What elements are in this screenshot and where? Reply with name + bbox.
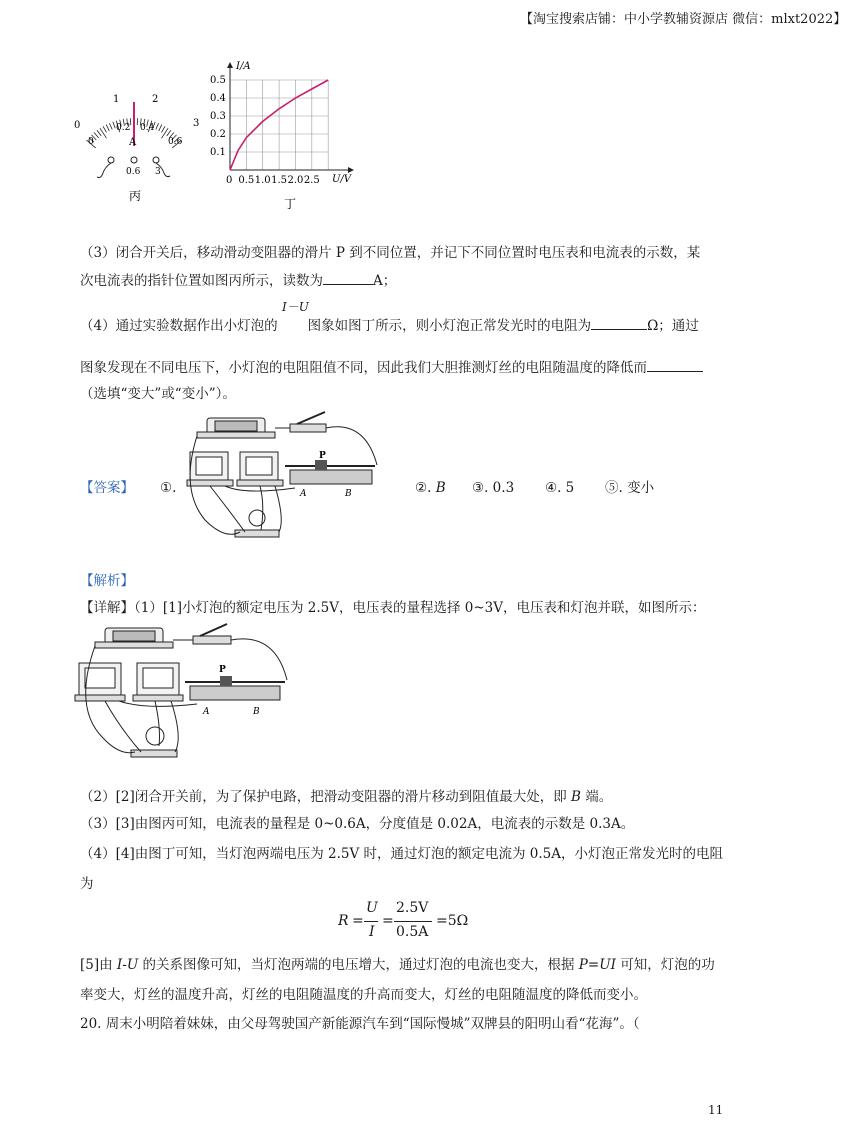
wire-curl (97, 163, 111, 178)
q4-line1: （4）通过实验数据作出小灯泡的 图象如图丁所示，则小灯泡正常发光时的电阻为 Ω；通过 (80, 315, 699, 336)
answer-blank (323, 270, 373, 285)
ammeter-tick (103, 126, 107, 132)
detail-line4b: 为 (80, 876, 94, 892)
x-axis-label: U/V (332, 174, 352, 185)
ammeter-bottom-label: 0 (88, 137, 94, 147)
ammeter-tick (97, 130, 101, 136)
detail-line3: （3）[3]由图丙可知，电流表的量程是 0~0.6A，分度值是 0.02A，电流表的示数是 0.3A。 (80, 816, 635, 832)
svg-text:B: B (345, 489, 352, 499)
answer-2: ②. B (415, 480, 446, 496)
resistance-equation: R = U I = 2.5V 0.5A =5Ω (338, 900, 469, 940)
circuit-diagram-answer (185, 410, 395, 548)
detail-line4: （4）[4]由图丁可知，当灯泡两端电压为 2.5V 时，通过灯泡的额定电流为 0.5A，小灯泡正常发光时的电阻 (80, 846, 724, 862)
ammeter-tick (156, 123, 159, 129)
terminal-label: 0.6 (126, 167, 141, 177)
ammeter-tick (106, 125, 109, 131)
ammeter-tick (113, 122, 115, 129)
detail-line6: 率变大，灯丝的温度升高，灯丝的电阻随温度的升高而变大，灯丝的电阻随温度的降低而变小。 (80, 987, 647, 1003)
x-tick-label: 0.5 (238, 175, 255, 186)
ammeter-top-label: 3 (193, 118, 200, 129)
iu-formula: I－U (282, 300, 309, 314)
x-tick-label: 1.0 (254, 175, 271, 186)
answer-blank (591, 315, 647, 330)
answer-4: ④. 5 (545, 480, 575, 496)
ammeter-bottom-label: 0.6 (168, 137, 183, 147)
x-axis-arrow (348, 167, 354, 173)
y-tick-label: 0.1 (210, 147, 226, 158)
ammeter-top-label: 1 (113, 94, 120, 105)
y-tick-label: 0.3 (210, 111, 226, 122)
svg-text:B: B (253, 707, 260, 717)
answer-5: ⑤. 变小 (605, 480, 655, 496)
answer-3: ③. 0.3 (472, 480, 515, 496)
q4-line2: 图象发现在不同电压下，小灯泡的电阻阻值不同，因此我们大胆推测灯丝的电阻随温度的降低而 (80, 357, 703, 378)
origin-label: 0 (226, 175, 233, 186)
x-tick-label: 2.5 (303, 175, 320, 186)
terminal-0.6 (131, 157, 137, 163)
figure-caption-ding: 丁 (284, 197, 297, 211)
svg-text:P: P (319, 451, 326, 461)
ammeter-bottom-label: 0.4 (140, 123, 155, 133)
ammeter-tick (167, 130, 171, 136)
ammeter-top-label: 0 (74, 120, 81, 131)
detail-line5: [5]由 I-U 的关系图像可知，当灯泡两端的电压增大，通过灯泡的电流也变大，根据 P=UI 可知，灯泡的功 (80, 957, 715, 973)
terminal-minus (108, 157, 114, 163)
terminal-label: 3 (155, 167, 161, 177)
ammeter-tick (159, 125, 162, 131)
detail-line2: （2）[2]闭合开关前，为了保护电路，把滑动变阻器的滑片移动到阻值最大处，即 B 端。 (80, 789, 613, 805)
detail-line1: 【详解】（1）[1]小灯泡的额定电压为 2.5V，电压表的量程选择 0~3V，电压表和灯泡并联，如图所示： (80, 600, 706, 616)
x-tick-label: 2.0 (287, 175, 304, 186)
y-tick-label: 0.2 (210, 129, 226, 140)
q3-line2: 次电流表的指针位置如图丙所示，读数为 A； (80, 270, 396, 291)
ammeter-tick (100, 128, 107, 138)
ammeter-tick (94, 133, 99, 138)
y-axis-label: I/A (236, 61, 251, 72)
ammeter-tick (162, 126, 166, 132)
q3-line1: （3）闭合开关后，移动滑动变阻器的滑片 P 到不同位置，并记下不同位置时电压表和电流表的示数，某 (80, 245, 701, 261)
chart-grid (230, 80, 328, 170)
detail-label: 【详解】 (80, 600, 134, 616)
ammeter-figure (60, 88, 220, 213)
answer-label: 【答案】 (80, 480, 134, 496)
analysis-label: 【解析】 (80, 573, 134, 589)
answer-blank (647, 357, 703, 372)
answer-1: ①. (160, 480, 177, 496)
iu-chart (200, 60, 360, 215)
figure-caption-bing: 丙 (129, 189, 142, 203)
shop-header: 【淘宝搜索店铺：中小学教辅资源店 微信：mlxt2022】 (520, 12, 846, 27)
circuit-diagram-detail (75, 618, 305, 766)
y-tick-label: 0.4 (210, 93, 226, 104)
ammeter-unit: A (129, 137, 137, 148)
svg-text:A: A (300, 489, 307, 499)
ammeter-tick (109, 123, 112, 129)
x-tick-label: 1.5 (271, 175, 287, 186)
ammeter-top-label: 2 (152, 94, 159, 105)
page-number: 11 (708, 1103, 724, 1117)
question-20: 20. 周末小明陪着妹妹，由父母驾驶国产新能源汽车到“国际慢城”双牌县的阳明山看“花海”。（ (80, 1016, 640, 1032)
svg-text:P: P (219, 665, 226, 675)
svg-text:A: A (203, 707, 210, 717)
terminal-3 (153, 157, 159, 163)
y-tick-label: 0.5 (210, 75, 226, 86)
q4-line3: （选填“变大”或“变小”）。 (80, 386, 236, 402)
ammeter-bottom-label: 0.2 (116, 123, 131, 133)
chart-tick-labels (210, 75, 320, 186)
y-axis-arrow (227, 62, 233, 68)
